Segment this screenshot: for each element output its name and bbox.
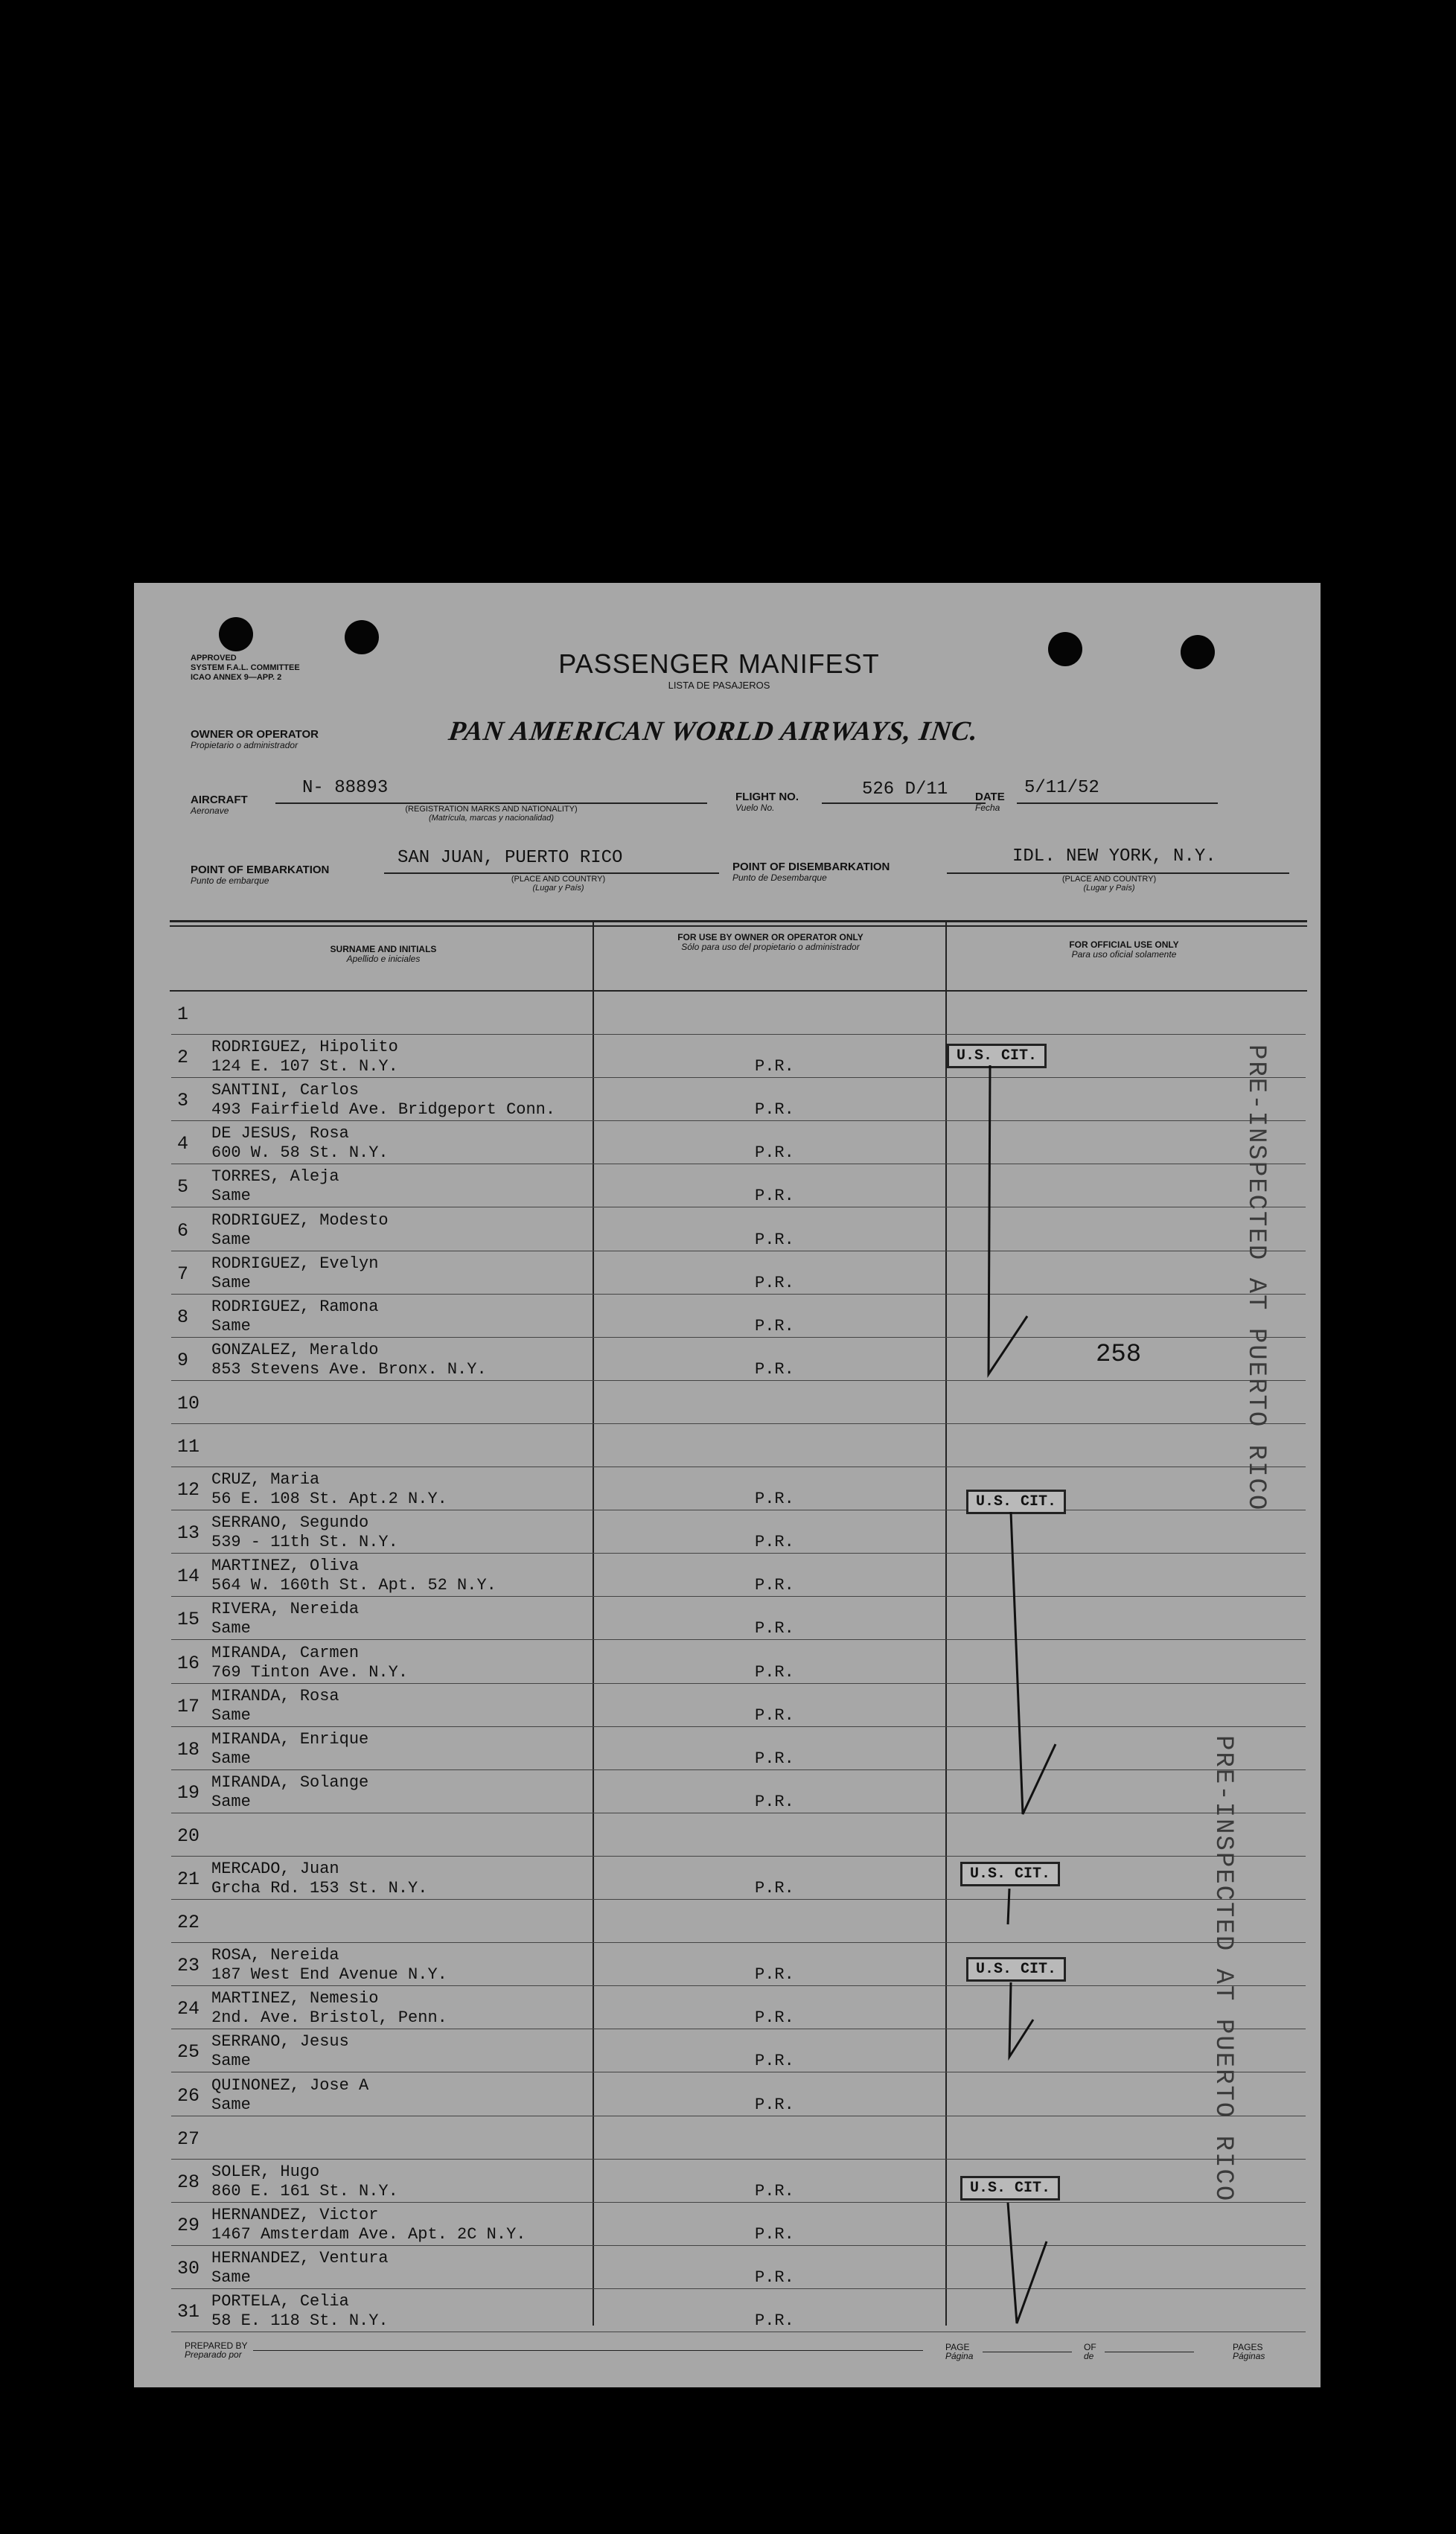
operator-code: P.R. [755, 1187, 794, 1206]
aircraft-note: (REGISTRATION MARKS AND NATIONALITY) (Matrícula, marcas y nacionalidad) [405, 805, 578, 823]
row-number: 17 [177, 1695, 200, 1717]
passenger-address: Same [211, 2052, 251, 2071]
col-surname-header: SURNAME AND INITIALS Apellido e iniciales [330, 944, 437, 964]
row-number: 15 [177, 1609, 200, 1631]
manifest-page [134, 583, 1321, 2387]
preinspected-stamp: PRE-INSPECTED AT PUERTO RICO [1209, 1735, 1237, 2203]
embark-value: SAN JUAN, PUERTO RICO [397, 848, 623, 868]
passenger-address: Same [211, 1619, 251, 1638]
col-operator-header: FOR USE BY OWNER OR OPERATOR ONLY Sólo para uso del propietario o administrador [677, 932, 863, 952]
passenger-name: SOLER, Hugo [211, 2162, 320, 2181]
passenger-address: Same [211, 1705, 251, 1725]
row-number: 25 [177, 2041, 200, 2064]
passenger-name: SERRANO, Segundo [211, 1513, 369, 1533]
row-number: 1 [177, 1003, 189, 1025]
passenger-name: GONZALEZ, Meraldo [211, 1340, 379, 1359]
passenger-name: PORTELA, Celia [211, 2292, 349, 2311]
passenger-name: RODRIGUEZ, Ramona [211, 1297, 379, 1316]
passenger-name: MARTINEZ, Nemesio [211, 1989, 379, 2008]
official-count: 258 [1096, 1341, 1142, 1369]
operator-code: P.R. [755, 1792, 794, 1811]
passenger-address: Same [211, 1792, 251, 1811]
passenger-name: HERNANDEZ, Victor [211, 2205, 379, 2224]
flight-value: 526 D/11 [862, 779, 948, 800]
operator-code: P.R. [755, 1273, 794, 1292]
row-number: 7 [177, 1263, 189, 1285]
operator-code: P.R. [755, 1965, 794, 1985]
passenger-address: 58 E. 118 St. N.Y. [211, 2311, 389, 2330]
annex-label: ICAO ANNEX 9—APP. 2 [191, 673, 282, 682]
operator-code: P.R. [755, 1533, 794, 1552]
row-number: 23 [177, 1955, 200, 1977]
date-value: 5/11/52 [1024, 778, 1099, 798]
passenger-name: TORRES, Aleja [211, 1167, 339, 1187]
passenger-name: MIRANDA, Solange [211, 1772, 369, 1792]
disembark-label: POINT OF DISEMBARKATION Punto de Desembarque [732, 861, 890, 883]
passenger-name: MERCADO, Juan [211, 1860, 339, 1878]
row-number: 26 [177, 2084, 200, 2107]
passenger-address: 56 E. 108 St. Apt.2 N.Y. [211, 1490, 447, 1509]
row-number: 29 [177, 2214, 200, 2236]
operator-code: P.R. [755, 2052, 794, 2071]
passenger-name: HERNANDEZ, Ventura [211, 2248, 389, 2267]
operator-code: P.R. [755, 1576, 794, 1595]
embark-label: POINT OF EMBARKATION Punto de embarque [191, 864, 330, 886]
row-number: 10 [177, 1392, 200, 1414]
row-number: 18 [177, 1738, 200, 1761]
row-number: 31 [177, 2301, 200, 2323]
row-number: 8 [177, 1306, 189, 1328]
passenger-address: 124 E. 107 St. N.Y. [211, 1057, 398, 1076]
row-number: 21 [177, 1868, 200, 1890]
operator-code: P.R. [755, 1316, 794, 1335]
row-number: 6 [177, 1219, 189, 1242]
passenger-name: RODRIGUEZ, Modesto [211, 1210, 389, 1230]
passenger-address: 860 E. 161 St. N.Y. [211, 2181, 398, 2201]
operator-code: P.R. [755, 1100, 794, 1120]
operator-code: P.R. [755, 2181, 794, 2201]
passenger-address: 187 West End Avenue N.Y. [211, 1965, 447, 1985]
operator-code: P.R. [755, 1143, 794, 1163]
flight-label: FLIGHT NO. Vuelo No. [735, 791, 799, 813]
passenger-name: ROSA, Nereida [211, 1946, 339, 1965]
passenger-address: 853 Stevens Ave. Bronx. N.Y. [211, 1359, 487, 1379]
operator-code: P.R. [755, 2008, 794, 2028]
passenger-name: CRUZ, Maria [211, 1470, 320, 1490]
passenger-address: Same [211, 1273, 251, 1292]
passenger-address: 1467 Amsterdam Ave. Apt. 2C N.Y. [211, 2224, 526, 2244]
row-number: 11 [177, 1436, 200, 1458]
row-number: 16 [177, 1652, 200, 1674]
us-cit-stamp: U.S. CIT. [947, 1044, 1047, 1068]
operator-code: P.R. [755, 1057, 794, 1076]
aircraft-label: AIRCRAFT Aeronave [191, 794, 248, 816]
passenger-name: RIVERA, Nereida [211, 1600, 360, 1619]
row-number: 22 [177, 1912, 200, 1934]
form-title: PASSENGER MANIFEST [558, 648, 880, 679]
row-number: 13 [177, 1522, 200, 1545]
row-number: 3 [177, 1090, 189, 1112]
row-number: 20 [177, 1825, 200, 1847]
passenger-address: Grcha Rd. 153 St. N.Y. [211, 1879, 428, 1898]
passenger-name: DE JESUS, Rosa [211, 1124, 349, 1143]
us-cit-stamp: U.S. CIT. [960, 1862, 1060, 1886]
operator-code: P.R. [755, 1749, 794, 1768]
row-number: 9 [177, 1349, 189, 1371]
operator-code: P.R. [755, 2311, 794, 2330]
passenger-address: Same [211, 2095, 251, 2114]
row-number: 27 [177, 2128, 200, 2150]
embark-place-note: (PLACE AND COUNTRY) (Lugar y País) [511, 875, 606, 893]
date-label: DATE Fecha [975, 791, 1005, 813]
passenger-name: MIRANDA, Carmen [211, 1643, 360, 1662]
passenger-address: 493 Fairfield Ave. Bridgeport Conn. [211, 1100, 556, 1120]
of-label: OF de [1084, 2342, 1096, 2361]
passenger-address: 769 Tinton Ave. N.Y. [211, 1662, 409, 1682]
passenger-address: 564 W. 160th St. Apt. 52 N.Y. [211, 1576, 496, 1595]
operator-code: P.R. [755, 1662, 794, 1682]
row-number: 19 [177, 1781, 200, 1804]
pages-label: PAGES Páginas [1233, 2342, 1265, 2361]
passenger-name: MARTINEZ, Oliva [211, 1557, 360, 1576]
row-number: 28 [177, 2171, 200, 2193]
passenger-name: RODRIGUEZ, Hipolito [211, 1038, 398, 1057]
passenger-address: 539 - 11th St. N.Y. [211, 1533, 398, 1552]
operator-code: P.R. [755, 1705, 794, 1725]
passenger-address: Same [211, 1187, 251, 1206]
aircraft-value: N- 88893 [302, 778, 389, 798]
row-number: 4 [177, 1133, 189, 1155]
operator-code: P.R. [755, 1490, 794, 1509]
passenger-address: Same [211, 1316, 251, 1335]
operator-code: P.R. [755, 1230, 794, 1249]
owner-label: OWNER OR OPERATOR Propietario o administrador [191, 728, 319, 750]
disembark-place-note: (PLACE AND COUNTRY) (Lugar y País) [1061, 875, 1157, 893]
passenger-name: SERRANO, Jesus [211, 2032, 349, 2052]
prepared-by: PREPARED BY Preparado por [185, 2340, 248, 2360]
disembark-value: IDL. NEW YORK, N.Y. [1012, 846, 1216, 867]
check-marks [134, 583, 1321, 2387]
row-number: 30 [177, 2257, 200, 2279]
passenger-address: Same [211, 1749, 251, 1768]
operator-code: P.R. [755, 2095, 794, 2114]
us-cit-stamp: U.S. CIT. [966, 1490, 1066, 1514]
passenger-address: Same [211, 1230, 251, 1249]
operator-code: P.R. [755, 1879, 794, 1898]
passenger-name: QUINONEZ, Jose A [211, 2075, 369, 2095]
row-number: 5 [177, 1176, 189, 1199]
operator-code: P.R. [755, 1619, 794, 1638]
row-number: 14 [177, 1566, 200, 1588]
operator-code: P.R. [755, 1359, 794, 1379]
passenger-name: MIRANDA, Enrique [211, 1729, 369, 1749]
passenger-address: 2nd. Ave. Bristol, Penn. [211, 2008, 447, 2028]
row-number: 2 [177, 1047, 189, 1069]
passenger-name: SANTINI, Carlos [211, 1081, 360, 1100]
page-label: PAGE Página [945, 2342, 974, 2361]
row-number: 12 [177, 1479, 200, 1501]
operator-code: P.R. [755, 2224, 794, 2244]
operator-code: P.R. [755, 2267, 794, 2287]
committee-label: SYSTEM F.A.L. COMMITTEE [191, 663, 300, 672]
passenger-name: MIRANDA, Rosa [211, 1686, 339, 1705]
us-cit-stamp: U.S. CIT. [960, 2176, 1060, 2201]
company-name: PAN AMERICAN WORLD AIRWAYS, INC. [447, 716, 981, 747]
preinspected-stamp: PRE-INSPECTED AT PUERTO RICO [1242, 1044, 1270, 1512]
approved-label: APPROVED [191, 654, 237, 663]
row-number: 24 [177, 1998, 200, 2020]
passenger-address: 600 W. 58 St. N.Y. [211, 1143, 389, 1163]
passenger-address: Same [211, 2267, 251, 2287]
col-official-header: FOR OFFICIAL USE ONLY Para uso oficial solamente [1069, 939, 1179, 960]
form-subtitle: LISTA DE PASAJEROS [668, 680, 770, 691]
us-cit-stamp: U.S. CIT. [966, 1957, 1066, 1982]
passenger-name: RODRIGUEZ, Evelyn [211, 1254, 379, 1273]
